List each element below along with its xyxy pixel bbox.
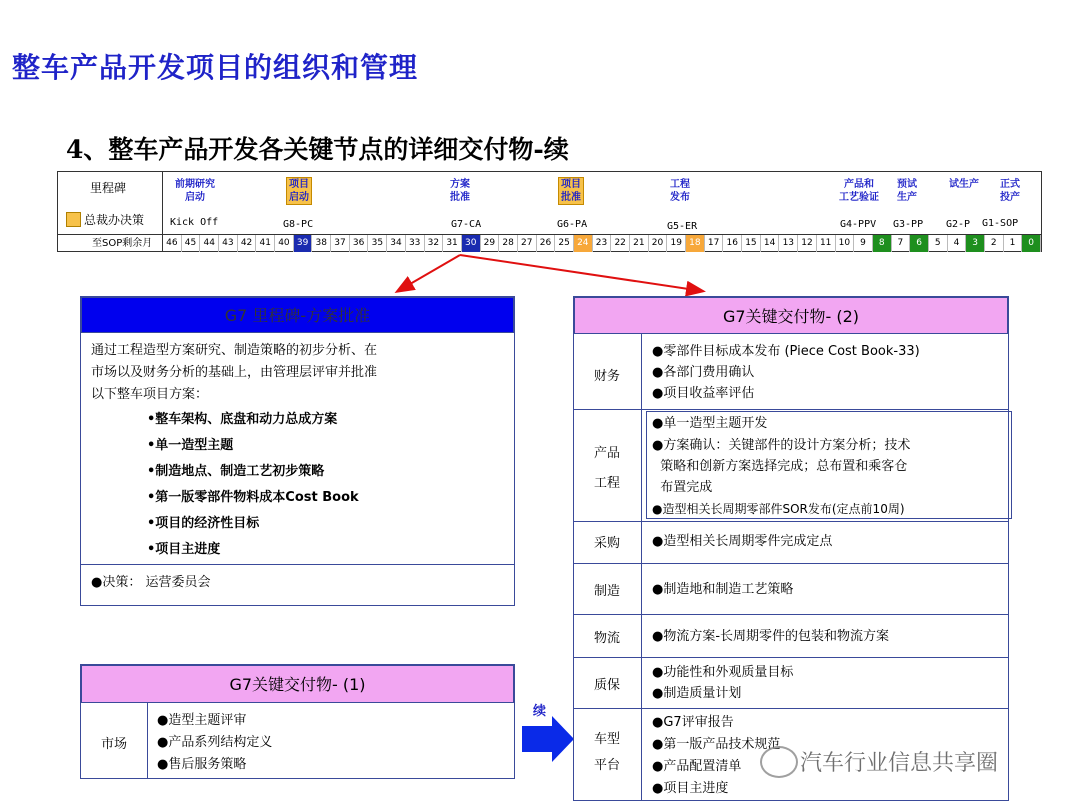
category-product-engineering: 产品 工程 (593, 446, 620, 491)
sop-month-cell: 1 (1004, 235, 1023, 252)
g7-item: •第一版零部件物料成本Cost Book (147, 490, 359, 505)
milestone-g8: 项目 启动 (286, 177, 312, 205)
g7-item: •单一造型主题 (147, 438, 234, 453)
g7-milestone-box (80, 296, 515, 606)
divider (574, 521, 1008, 522)
gate-label: G1-SOP (982, 218, 1019, 229)
sop-month-cell: 41 (256, 235, 275, 252)
sop-month-cell: 19 (667, 235, 686, 252)
g7-milestone-header: G7 里程碑-方案批准 (81, 297, 514, 333)
sop-month-cell: 42 (238, 235, 257, 252)
gate-label: G7-CA (451, 219, 482, 230)
category-market: 市场 (100, 737, 127, 752)
deliverable-item: 布置完成 (652, 480, 713, 495)
sop-month-cell: 37 (331, 235, 350, 252)
sop-month-cell: 17 (705, 235, 724, 252)
category-purchasing: 采购 (593, 536, 620, 551)
page-title: 整车产品开发项目的组织和管理 (12, 51, 419, 84)
sop-month-cell: 8 (873, 235, 892, 252)
gate-label: G6-PA (557, 219, 588, 230)
sop-month-cell: 12 (798, 235, 817, 252)
deliverable-item: ●零部件目标成本发布 (Piece Cost Book-33) (652, 344, 920, 359)
sop-month-cell: 6 (910, 235, 929, 252)
deliverable-item: ●产品配置清单 (652, 759, 742, 774)
g7-intro-line: 以下整车项目方案： (91, 387, 209, 402)
deliverable-item: ●项目收益率评估 (652, 386, 755, 401)
deliverables-2-header: G7关键交付物- (2) (574, 297, 1008, 334)
sop-month-cell: 5 (929, 235, 948, 252)
milestone-kickoff: 前期研究 启动 (175, 179, 215, 203)
sop-month-cell: 0 (1022, 235, 1041, 252)
milestone-g4: 产品和 工艺验证 (839, 179, 879, 203)
gate-label: G5-ER (667, 221, 698, 232)
sop-month-cell: 3 (966, 235, 985, 252)
deliverables-2-box (573, 296, 1009, 801)
deliverable-item: ●单一造型主题开发 (652, 416, 768, 431)
sop-months-label: 至SOP剩余月 (92, 238, 153, 249)
category-manufacturing: 制造 (593, 584, 620, 599)
milestone-g3: 预试 生产 (897, 179, 917, 203)
sop-month-cell: 34 (387, 235, 406, 252)
sop-month-cell: 11 (817, 235, 836, 252)
sop-month-cell: 14 (761, 235, 780, 252)
divider (574, 409, 1008, 410)
divider (574, 708, 1008, 709)
sop-month-cell: 33 (406, 235, 425, 252)
g7-item: •整车架构、底盘和动力总成方案 (147, 412, 338, 427)
deliverables-1-header: G7关键交付物- (1) (81, 665, 514, 703)
milestone-g6: 项目 批准 (558, 177, 584, 205)
sop-month-cell: 46 (163, 235, 182, 252)
deliverable-item: ●造型相关长周期零部件SOR发布(定点前10周) (652, 502, 905, 516)
wechat-icon (760, 746, 798, 778)
category-vehicle-platform: 车型 平台 (593, 732, 620, 773)
g7-intro-line: 通过工程造型方案研究、制造策略的初步分析、在 (91, 343, 378, 358)
milestone-g7: 方案 批准 (450, 179, 470, 203)
sop-month-cell: 2 (985, 235, 1004, 252)
sop-month-cell: 9 (854, 235, 873, 252)
category-logistics: 物流 (593, 631, 620, 646)
sop-month-cell: 22 (611, 235, 630, 252)
sop-month-cell: 25 (555, 235, 574, 252)
deliverables-1-box (80, 664, 515, 779)
sop-month-cell: 26 (537, 235, 556, 252)
g7-intro-line: 市场以及财务分析的基础上，由管理层评审并批准 (91, 365, 378, 380)
sop-month-cell: 39 (294, 235, 313, 252)
section-subtitle: 4、整车产品开发各关键节点的详细交付物-续 (66, 135, 569, 164)
sop-month-cell: 38 (312, 235, 331, 252)
milestone-timeline (57, 171, 1042, 252)
deliverable-item: ●物流方案-长周期零件的包装和物流方案 (652, 629, 890, 644)
sop-month-cell: 40 (275, 235, 294, 252)
gate-label: G2-P (946, 219, 971, 230)
gate-label: G4-PPV (840, 219, 877, 230)
g7-decision: ●决策： 运营委员会 (91, 575, 211, 590)
sop-month-cell: 36 (350, 235, 369, 252)
deliverable-item: ●项目主进度 (652, 781, 729, 796)
decision-row-label: 总裁办决策 (84, 213, 145, 227)
deliverable-item: ●各部门费用确认 (652, 365, 755, 380)
deliverable-item: ●产品系列结构定义 (157, 735, 273, 750)
category-quality: 质保 (593, 678, 620, 693)
sop-month-cell: 32 (425, 235, 444, 252)
divider (81, 564, 514, 565)
sop-month-cell: 20 (649, 235, 668, 252)
milestone-g1: 正式 投产 (1000, 179, 1020, 203)
divider (147, 703, 148, 778)
sop-month-cell: 31 (443, 235, 462, 252)
continue-label: 续 (533, 704, 547, 719)
sop-month-cell: 10 (836, 235, 855, 252)
divider (574, 563, 1008, 564)
deliverable-item: ●功能性和外观质量目标 (652, 665, 794, 680)
deliverable-item: ●售后服务策略 (157, 757, 247, 772)
sop-month-cell: 35 (368, 235, 387, 252)
sop-month-cell: 21 (630, 235, 649, 252)
continue-arrow-icon (522, 716, 576, 762)
milestone-g5: 工程 发布 (670, 179, 690, 203)
watermark-text: 汽车行业信息共享圈 (800, 751, 999, 776)
milestone-g2: 试生产 (949, 179, 979, 190)
sop-month-cell: 29 (481, 235, 500, 252)
category-finance: 财务 (593, 369, 620, 384)
deliverable-item: ●G7评审报告 (652, 715, 734, 730)
sop-month-cell: 28 (499, 235, 518, 252)
divider (574, 614, 1008, 615)
milestone-row-label: 里程碑 (90, 181, 127, 195)
divider (641, 334, 642, 800)
sop-month-cell: 45 (182, 235, 201, 252)
gate-label: Kick Off (170, 217, 219, 228)
deliverable-item: ●造型主题评审 (157, 713, 247, 728)
deliverable-item: ●方案确认：关键部件的设计方案分析；技术 (652, 438, 911, 453)
deliverable-item: ●造型相关长周期零件完成定点 (652, 534, 833, 549)
deliverable-item: ●第一版产品技术规范 (652, 737, 781, 752)
g7-item: •项目的经济性目标 (147, 516, 260, 531)
deliverable-item: ●制造质量计划 (652, 686, 742, 701)
sop-month-cell: 18 (686, 235, 705, 252)
sop-month-cell: 13 (779, 235, 798, 252)
deliverable-item: ●制造地和制造工艺策略 (652, 582, 794, 597)
deliverable-item: 策略和创新方案选择完成；总布置和乘客仓 (652, 459, 908, 474)
g7-item: •项目主进度 (147, 542, 221, 557)
divider (574, 657, 1008, 658)
sop-month-cell: 44 (200, 235, 219, 252)
gate-label: G8-PC (283, 219, 314, 230)
gate-label: G3-PP (893, 219, 924, 230)
sop-month-cell: 27 (518, 235, 537, 252)
sop-month-cell: 30 (462, 235, 481, 252)
sop-month-cell: 24 (574, 235, 593, 252)
g7-item: •制造地点、制造工艺初步策略 (147, 464, 325, 479)
sop-month-cell: 4 (948, 235, 967, 252)
legend-swatch (66, 212, 81, 227)
sop-month-cell: 16 (723, 235, 742, 252)
sop-month-cell: 23 (593, 235, 612, 252)
sop-month-cell: 7 (892, 235, 911, 252)
sop-month-cell: 43 (219, 235, 238, 252)
sop-month-cell: 15 (742, 235, 761, 252)
